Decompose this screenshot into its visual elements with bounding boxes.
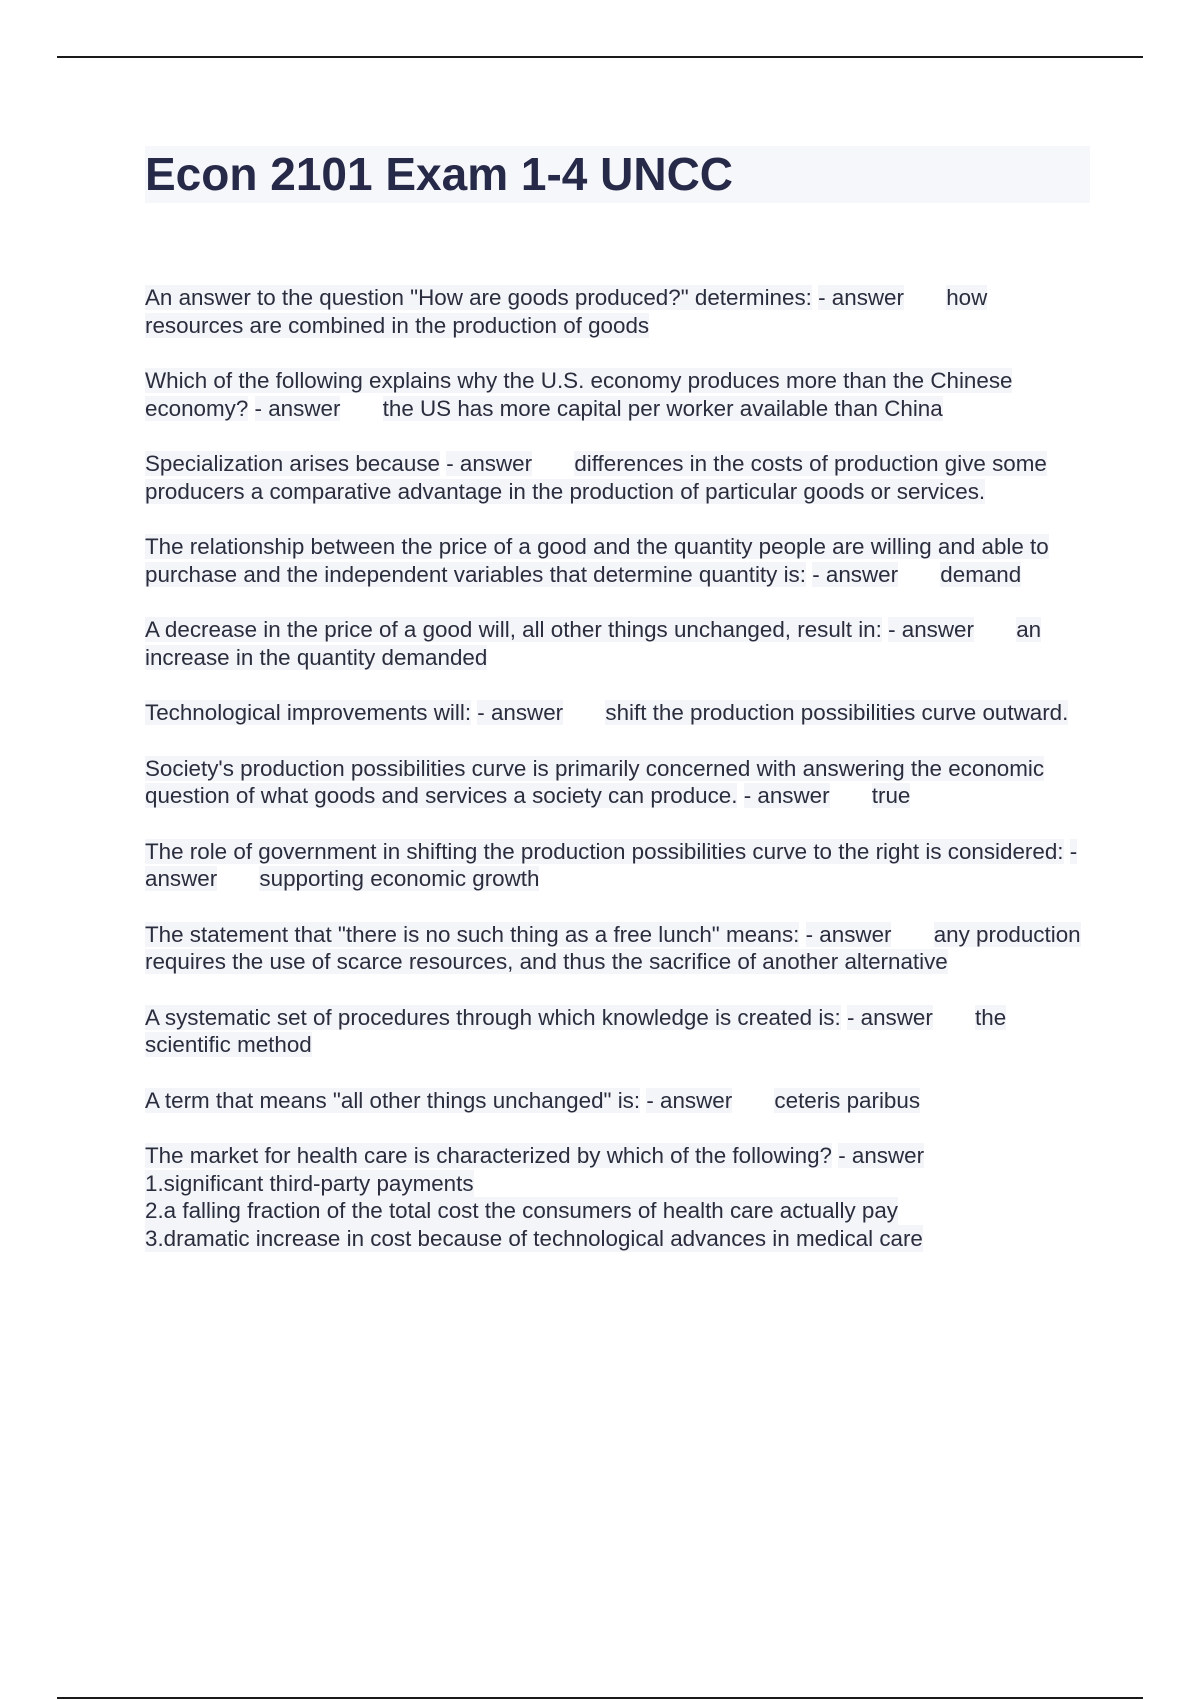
qa-item	[145, 1087, 1090, 1115]
question-text: An answer to the question "How are goods produced?" determines:	[145, 285, 812, 310]
question-text: Technological improvements will:	[145, 700, 472, 725]
document-title: Econ 2101 Exam 1-4 UNCC	[145, 148, 734, 200]
answer-separator: - answer	[254, 395, 341, 421]
question-text: Which of the following explains why the U.S. economy produces more than the Chinese economy?	[145, 368, 1013, 421]
qa-item	[145, 284, 1090, 339]
answer-text: demand	[940, 561, 1022, 587]
question-text: The relationship between the price of a good and the quantity people are willing and able to purchase and the independent variables that determine quantity is:	[145, 534, 1049, 587]
question-text: The statement that "there is no such thing as a free lunch" means:	[145, 921, 800, 947]
answer-text: ceteris paribus	[774, 1087, 921, 1113]
answer-separator: - answer	[743, 783, 830, 808]
question-text: Specialization arises because	[145, 451, 440, 476]
answer-text: shift the production possibilities curve outward.	[605, 700, 1069, 725]
question-text: The market for health care is characterized by which of the following?	[145, 1143, 832, 1168]
answer-text: the US has more capital per worker available than China	[382, 395, 943, 421]
question-text: A term that means "all other things unchanged" is:	[145, 1087, 641, 1113]
qa-item	[145, 755, 1090, 810]
answer-option: 1.significant third-party payments	[145, 1170, 474, 1196]
answer-text: true	[871, 783, 911, 808]
qa-item	[145, 1004, 1090, 1059]
qa-list	[145, 284, 1090, 1280]
qa-item	[145, 450, 1090, 505]
answer-options	[145, 1170, 1090, 1253]
answer-text: any production requires the use of scarce resources, and thus the sacrifice of another alternative	[145, 921, 1081, 974]
qa-item	[145, 616, 1090, 671]
qa-item	[145, 1142, 1090, 1252]
question-text: Society's production possibilities curve is primarily concerned with answering the economic question of what goods and services a society can produce.	[145, 755, 1045, 808]
question-text: The role of government in shifting the production possibilities curve to the right is considered:	[145, 838, 1064, 864]
question-text: A systematic set of procedures through which knowledge is created is:	[145, 1004, 841, 1030]
answer-text: the scientific method	[145, 1004, 1007, 1057]
answer-separator: - answer	[812, 561, 899, 587]
answer-text: how resources are combined in the production of goods	[145, 285, 988, 338]
question-text: A decrease in the price of a good will, all other things unchanged, result in:	[145, 617, 882, 642]
answer-separator: - answer	[145, 838, 1078, 891]
answer-text: differences in the costs of production give some producers a comparative advantage in the production of particular goods or services.	[145, 451, 1047, 504]
answer-option: 2.a falling fraction of the total cost the consumers of health care actually pay	[145, 1198, 898, 1223]
answer-separator: - answer	[818, 285, 904, 310]
qa-item	[145, 367, 1090, 422]
answer-option: 3.dramatic increase in cost because of technological advances in medical care	[145, 1225, 923, 1251]
answer-separator: - answer	[646, 1087, 733, 1113]
top-rule	[57, 56, 1143, 58]
answer-separator: - answer	[446, 451, 533, 476]
qa-item	[145, 838, 1090, 893]
answer-separator: - answer	[477, 700, 564, 725]
qa-item	[145, 533, 1090, 588]
answer-separator: - answer	[805, 921, 892, 947]
answer-separator: - answer	[846, 1004, 933, 1030]
answer-text: an increase in the quantity demanded	[145, 617, 1042, 670]
qa-item	[145, 921, 1090, 976]
qa-item	[145, 699, 1090, 727]
bottom-rule	[57, 1697, 1143, 1699]
answer-text: supporting economic growth	[259, 866, 540, 891]
answer-separator: - answer	[888, 617, 974, 642]
answer-separator: - answer	[838, 1143, 925, 1168]
